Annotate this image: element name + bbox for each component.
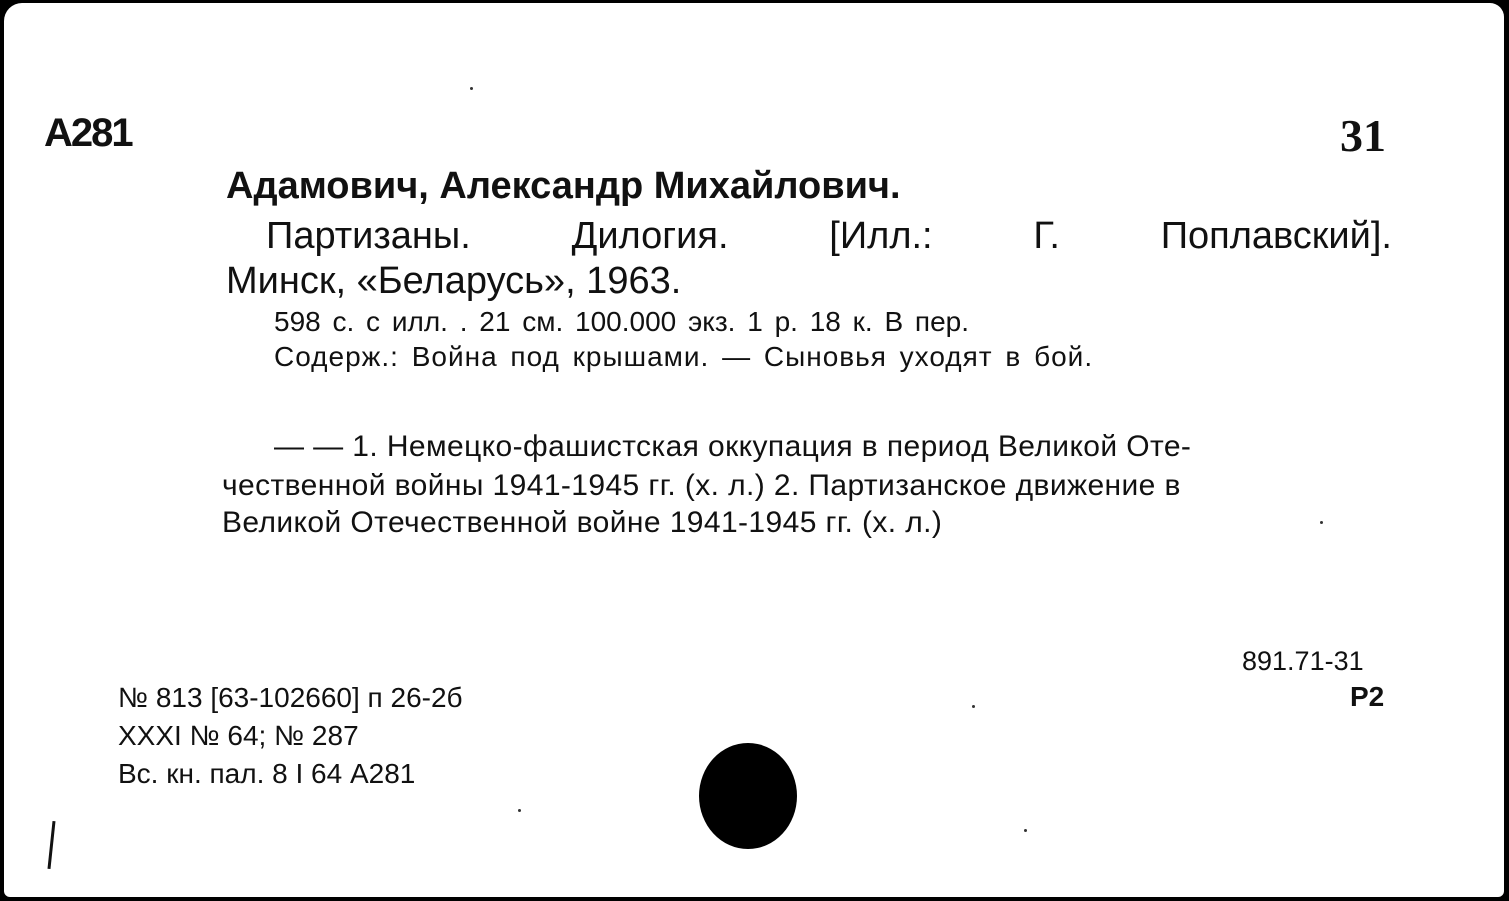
- footer-line-3: Вс. кн. пал. 8 I 64 А281: [118, 758, 416, 789]
- stamp-mark: А281: [44, 111, 132, 155]
- footer-line-1: № 813 [63-102660] п 26-2б: [118, 682, 463, 713]
- speck: [1024, 829, 1027, 832]
- card-number: 31: [1340, 110, 1386, 161]
- subject-line-3: Великой Отечественной войне 1941-1945 гг. (х. л.): [222, 506, 943, 539]
- pencil-mark: [47, 821, 55, 869]
- title-word: Дилогия.: [571, 215, 729, 257]
- speck: [518, 809, 521, 812]
- punch-hole: [699, 743, 797, 849]
- title-word: Г.: [1033, 215, 1060, 257]
- author-heading: Адамович, Александр Михайлович.: [226, 165, 901, 207]
- footer-line-2: XXXI № 64; № 287: [118, 720, 359, 751]
- call-mark: Р2: [1350, 681, 1385, 712]
- speck: [470, 87, 473, 90]
- title-word: [Илл.:: [829, 215, 933, 257]
- subject-line-2: чественной войны 1941-1945 гг. (х. л.) 2. Партизанское движение в: [222, 469, 1181, 502]
- catalog-card: [4, 3, 1504, 897]
- contents-note: Содерж.: Война под крышами. — Сыновья уходят в бой.: [274, 341, 1094, 372]
- subject-line-1: — — 1. Немецко-фашистская оккупация в период Великой Оте-: [274, 430, 1192, 463]
- speck: [972, 705, 975, 708]
- speck: [1320, 521, 1323, 524]
- title-word: Партизаны.: [266, 215, 471, 257]
- title-line-1: [266, 217, 1392, 255]
- title-line-2: Минск, «Беларусь», 1963.: [226, 260, 682, 302]
- title-word: Поплавский].: [1160, 215, 1392, 257]
- classification-number: 891.71-31: [1242, 646, 1364, 676]
- physical-description: 598 с. с илл. . 21 см. 100.000 экз. 1 р. 18 к. В пер.: [274, 306, 969, 337]
